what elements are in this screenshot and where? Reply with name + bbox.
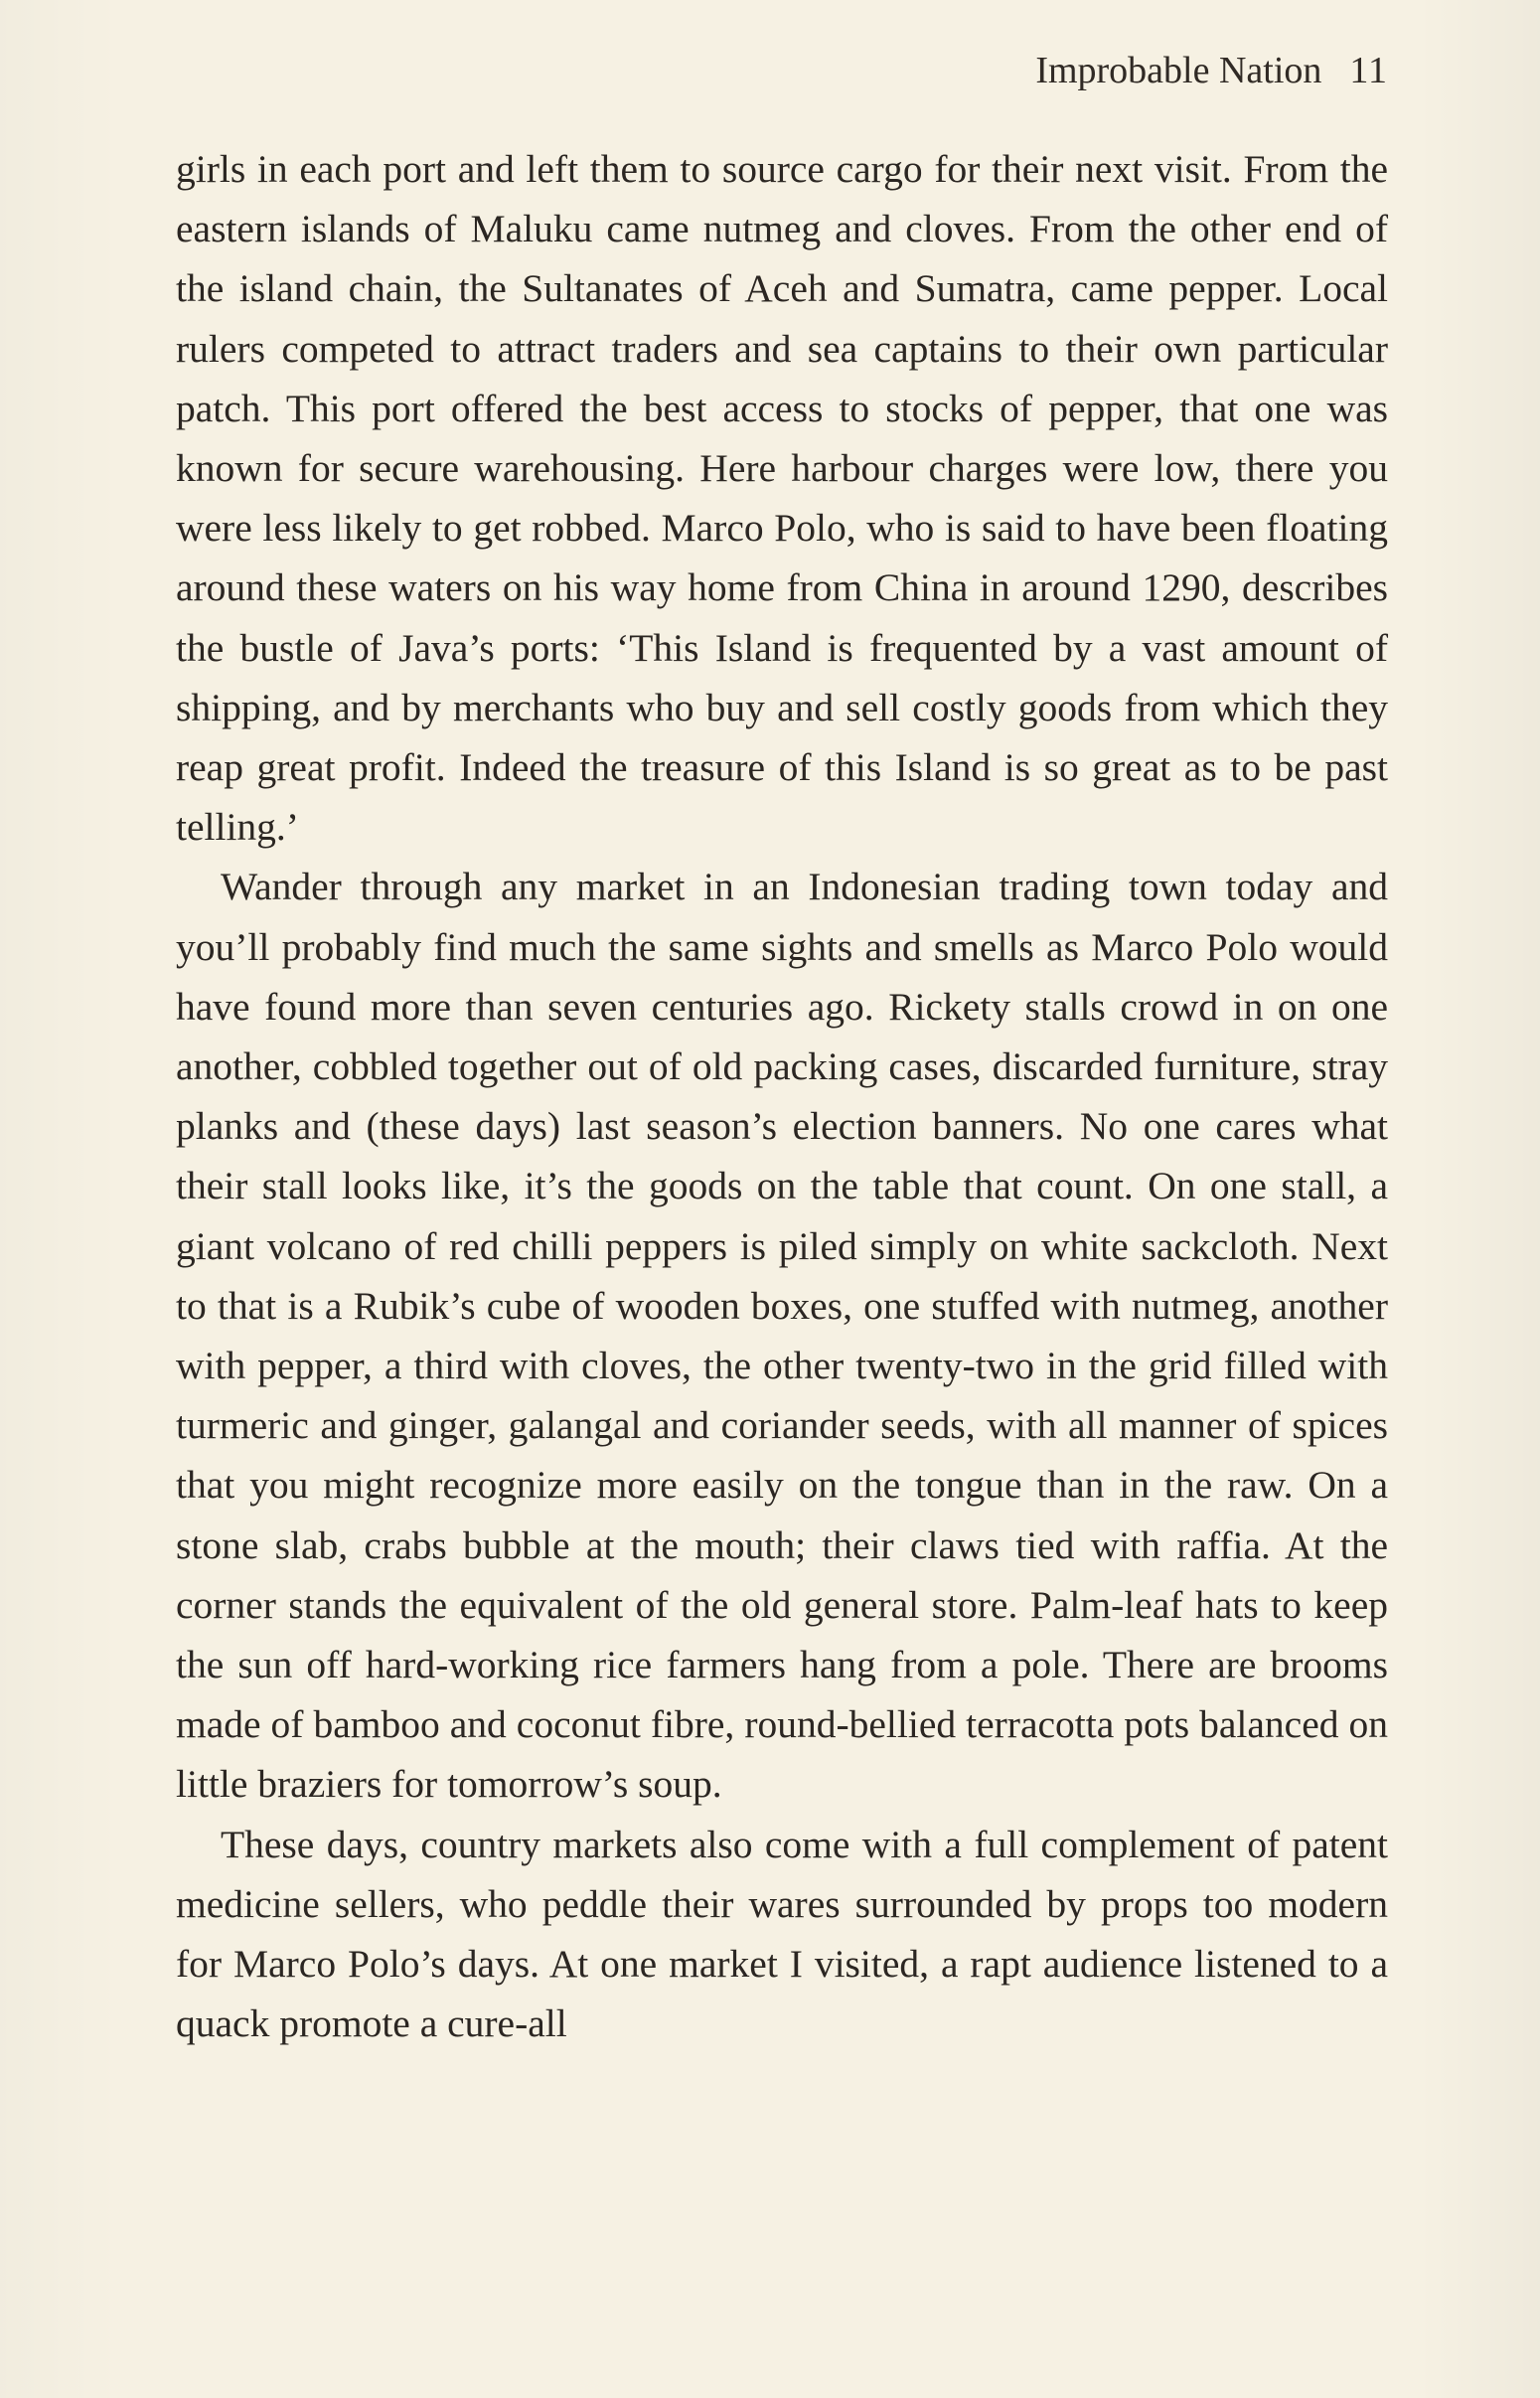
- paragraph-1: girls in each port and left them to source cargo for their next visit. From the eastern islands of Maluku came nutmeg and cloves. From the other end of the island chain, the Sultanates of Aceh and Sumatra, came pepper. Local rulers competed to attract traders and sea captains to their own particular patch. This port offered the best access to stocks of pepper, that one was known for secure warehousing. Here harbour charges were low, there you were less likely to get robbed. Marco Polo, who is said to have been floating around these waters on his way home from China in around 1290, describes the bustle of Java’s ports: ‘This Island is frequented by a vast amount of shipping, and by merchants who buy and sell costly goods from which they reap great profit. Indeed the treasure of this Island is so great as to be past telling.’: [176, 147, 1388, 850]
- paragraph-3: These days, country markets also come with a full complement of patent medicine sellers, who peddle their wares surrounded by props too modern for Marco Polo’s days. At one market I visited, a rapt audience listened to a quack promote a cure-all: [176, 1822, 1388, 2046]
- body-text: [176, 139, 1388, 2054]
- running-header: [1035, 52, 1388, 89]
- page-number: 11: [1349, 50, 1388, 91]
- running-title: Improbable Nation: [1035, 50, 1322, 91]
- paragraph-2: Wander through any market in an Indonesian trading town today and you’ll probably find much the same sights and smells as Marco Polo would have found more than seven centuries ago. Rickety stalls crowd in on one another, cobbled together out of old packing cases, discarded furniture, stray planks and (these days) last season’s election banners. No one cares what their stall looks like, it’s the goods on the table that count. On one stall, a giant volcano of red chilli peppers is piled simply on white sackcloth. Next to that is a Rubik’s cube of wooden boxes, one stuffed with nutmeg, another with pepper, a third with cloves, the other twenty-two in the grid filled with turmeric and ginger, galangal and coriander seeds, with all manner of spices that you might recognize more easily on the tongue than in the raw. On a stone slab, crabs bubble at the mouth; their claws tied with raffia. At the corner stands the equivalent of the old general store. Palm-leaf hats to keep the sun off hard-working rice farmers hang from a pole. There are brooms made of bamboo and coconut fibre, round-bellied terracotta pots balanced on little braziers for tomorrow’s soup.: [176, 865, 1388, 1807]
